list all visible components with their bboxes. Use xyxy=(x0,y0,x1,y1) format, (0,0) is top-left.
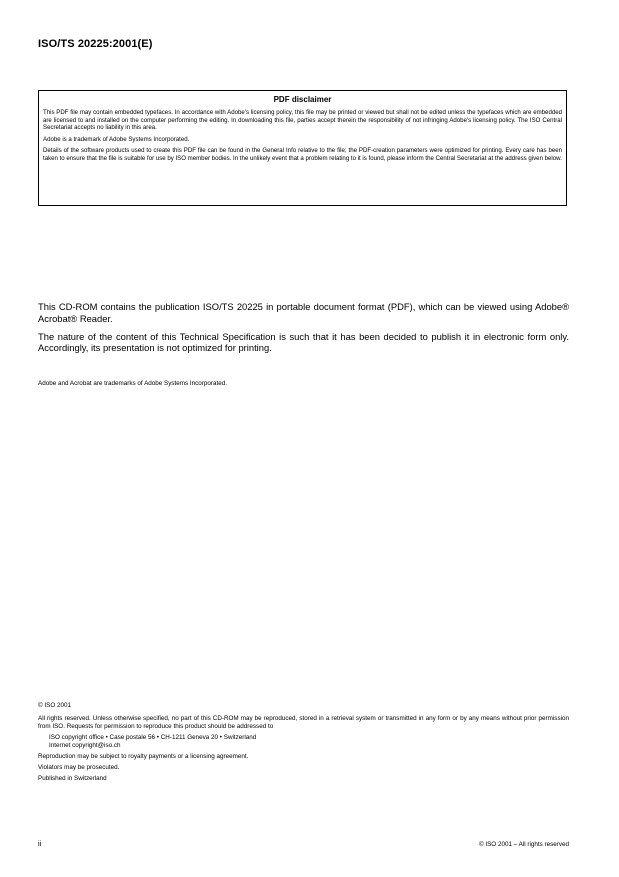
rights-statement: All rights reserved. Unless otherwise specified, no part of this CD-ROM may be reproduced, stored in a retrieval system or transmitted in any form or by any means without prior permission from ISO. Requests for permission to reproduce this product should be addressed to xyxy=(38,715,569,730)
document-id: ISO/TS 20225:2001(E) xyxy=(38,38,153,50)
address-line: ISO copyright office • Case postale 56 • CH-1211 Geneva 20 • Switzerland xyxy=(49,734,257,741)
page-number: ii xyxy=(38,839,42,848)
disclaimer-paragraph: Adobe is a trademark of Adobe Systems Incorporated. xyxy=(43,135,190,143)
pdf-disclaimer-box xyxy=(38,90,567,206)
internet-address: Internet copyright@iso.ch xyxy=(49,742,121,749)
disclaimer-paragraph: This PDF file may contain embedded typefaces. In accordance with Adobe's licensing policy, this file may be printed or viewed but shall not be edited unless the typefaces which are embedded are licensed to and installed on the computer performing the editing. In downloading this file, parties accept therein the responsibility of not infringing Adobe's licensing policy. The ISO Central Secretariat accepts no liability in this area. xyxy=(43,109,562,132)
copyright-address xyxy=(38,734,569,750)
copyright-line: © ISO 2001 xyxy=(38,702,71,709)
trademark-note: Adobe and Acrobat are trademarks of Adobe Systems Incorporated. xyxy=(38,380,228,387)
published-note: Published in Switzerland xyxy=(38,775,107,782)
royalty-note: Reproduction may be subject to royalty payments or a licensing agreement. xyxy=(38,753,249,760)
copyright-block xyxy=(38,702,569,786)
body-paragraph: This CD-ROM contains the publication ISO/TS 20225 in portable document format (PDF), which can be viewed using Adobe® Acrobat® Reader. xyxy=(38,301,569,324)
disclaimer-paragraph: Details of the software products used to create this PDF file can be found in the General Info relative to the file; the PDF-creation parameters were optimized for printing. Every care has been taken to ensure that the file is suitable for use by ISO member bodies. In the unlikely event that a problem relating to it is found, please inform the Central Secretariat at the address given below. xyxy=(43,147,562,162)
disclaimer-title: PDF disclaimer xyxy=(273,95,332,104)
body-paragraph: The nature of the content of this Technical Specification is such that it has been decided to publish it in electronic form only. Accordingly, its presentation is not optimized for printing. xyxy=(38,330,569,354)
violators-note: Violators may be prosecuted. xyxy=(38,764,120,771)
body-text xyxy=(38,301,569,360)
footer-rights: © ISO 2001 – All rights reserved xyxy=(478,841,569,848)
